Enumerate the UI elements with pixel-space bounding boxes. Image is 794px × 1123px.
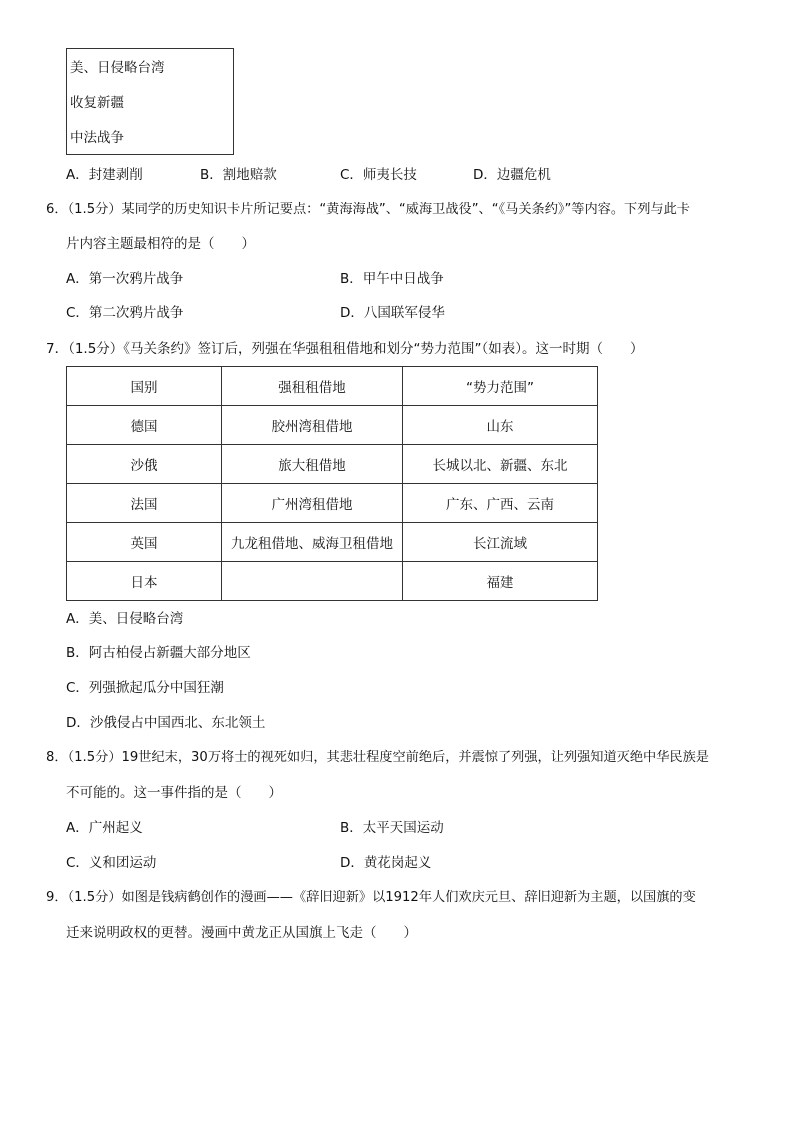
table-cell: 沙俄 [67, 445, 222, 484]
q8-stem-line1: 8．（1.5分）19世纪末，30万将士的视死如归，其悲壮程度空前绝后，并震惊了列强，让列强知道灭绝中华民族是 [46, 750, 709, 765]
q7-stem: 7．（1.5分）《马关条约》签订后，列强在华强租租借地和划分“势力范围”（如表）。这一时期（ ） [46, 341, 644, 357]
q9-stem-line1: 9．（1.5分）如图是钱病鹤创作的漫画——《辞旧迎新》以1912年人们欢庆元旦、辞旧迎新为主题，以国旗的变 [46, 890, 696, 905]
table-cell: 英国 [67, 523, 222, 562]
table-cell: 日本 [67, 562, 222, 601]
q5-option-b[interactable]: B．割地赔款 [200, 167, 277, 183]
box-line-1: 美、日侵略台湾 [70, 60, 165, 76]
q6-stem-line1: 6．（1.5分）某同学的历史知识卡片所记要点：“黄海海战”、“威海卫战役”、“《马关条约》”等内容。下列与此卡 [46, 202, 690, 217]
q8-option-b[interactable]: B．太平天国运动 [340, 820, 444, 836]
q6-option-a[interactable]: A．第一次鸦片战争 [66, 271, 184, 287]
table-cell: 旅大租借地 [222, 445, 403, 484]
q5-option-a[interactable]: A．封建剥削 [66, 167, 143, 183]
q7-table [66, 366, 598, 601]
table-cell: 广州湾租借地 [222, 484, 403, 523]
q6-option-b[interactable]: B．甲午中日战争 [340, 271, 444, 287]
table-cell: 长江流域 [403, 523, 598, 562]
table-cell: 法国 [67, 484, 222, 523]
q7-option-b[interactable]: B．阿古柏侵占新疆大部分地区 [66, 645, 251, 661]
table-header-row [67, 367, 598, 406]
table-cell: 胶州湾租借地 [222, 406, 403, 445]
q5-option-c[interactable]: C．师夷长技 [340, 167, 417, 183]
table-cell: 九龙租借地、威海卫租借地 [222, 523, 403, 562]
table-cell: 福建 [403, 562, 598, 601]
table-cell: 广东、广西、云南 [403, 484, 598, 523]
box-line-2: 收复新疆 [70, 95, 124, 111]
q7-option-d[interactable]: D．沙俄侵占中国西北、东北领土 [66, 715, 266, 731]
q6-option-d[interactable]: D．八国联军侵华 [340, 305, 445, 321]
q8-option-d[interactable]: D．黄花岗起义 [340, 855, 432, 871]
table-cell: 德国 [67, 406, 222, 445]
q5-material-box [66, 48, 234, 155]
header-leased-territory: 强租租借地 [222, 367, 403, 406]
table-row [67, 562, 598, 601]
q9-stem-line2: 迁来说明政权的更替。漫画中黄龙正从国旗上飞走（ ） [66, 925, 417, 941]
q7-option-c[interactable]: C．列强掀起瓜分中国狂潮 [66, 680, 224, 696]
q7-option-a[interactable]: A．美、日侵略台湾 [66, 611, 184, 627]
table-cell: 长城以北、新疆、东北 [403, 445, 598, 484]
q6-option-c[interactable]: C．第二次鸦片战争 [66, 305, 184, 321]
box-line-3: 中法战争 [70, 130, 124, 146]
table-row [67, 445, 598, 484]
table-cell: 山东 [403, 406, 598, 445]
q8-option-a[interactable]: A．广州起义 [66, 820, 143, 836]
q8-stem-line2: 不可能的。这一事件指的是（ ） [66, 785, 282, 801]
q6-stem-line2: 片内容主题最相符的是（ ） [66, 236, 255, 252]
q5-option-d[interactable]: D．边疆危机 [473, 167, 551, 183]
header-sphere-of-influence: “势力范围” [403, 367, 598, 406]
table-row [67, 484, 598, 523]
q8-option-c[interactable]: C．义和团运动 [66, 855, 157, 871]
header-country: 国别 [67, 367, 222, 406]
table-row [67, 406, 598, 445]
table-row [67, 523, 598, 562]
table-cell [222, 562, 403, 601]
